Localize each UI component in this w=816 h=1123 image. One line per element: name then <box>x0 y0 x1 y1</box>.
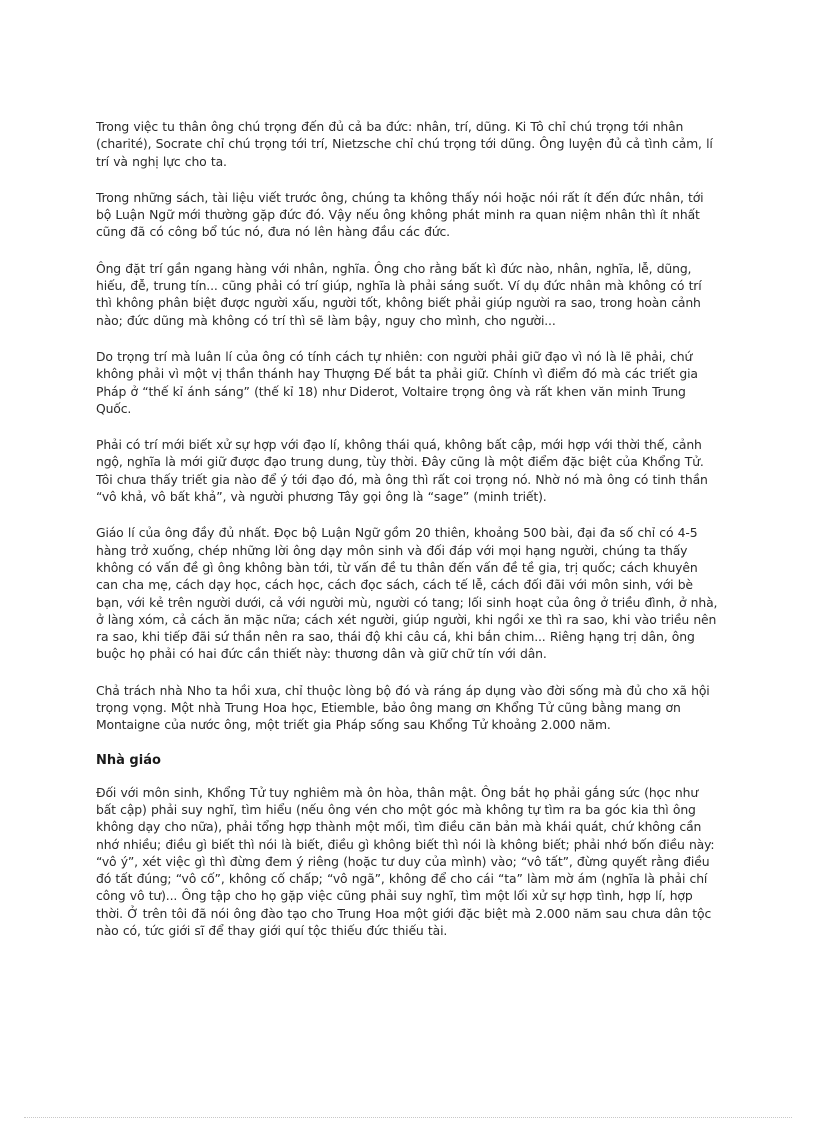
document-body <box>96 118 721 958</box>
paragraph-tu-than: Trong việc tu thân ông chú trọng đến đủ cả ba đức: nhân, trí, dũng. Ki Tô chỉ chú trọng tới nhân (charité), Socrate chỉ chú trọng tới trí, Nietzsche chỉ chú trọng tới dũng. Ông luyện đủ cả tình cảm, lí trí và nghị lực cho ta. <box>96 119 713 169</box>
paragraph-giao-li: Giáo lí của ông đầy đủ nhất. Đọc bộ Luận Ngữ gồm 20 thiên, khoảng 500 bài, đại đa số chỉ có 4-5 hàng trở xuống, chép những lời ông dạy môn sinh và đối đáp với mọi hạng người, chúng ta thấy không có vấn đề gì ông không bàn tới, từ vấn đề tu thân đến vấn đề tề gia, trị quốc; cách khuyên can cha mẹ, cách dạy học, cách học, cách đọc sách, cách tế lễ, cách đối đãi với môn sinh, với bè bạn, với kẻ trên người dưới, cả với người mù, người có tang; lối sinh hoạt của ông ở triều đình, ở nhà, ở làng xóm, cả cách ăn mặc nữa; cách xét người, giúp người, khi ngồi xe thì ra sao, khi vào triều nên ra sao, khi tiếp đãi sứ thần nên ra sao, thái độ khi câu cá, khi bắn chim... Riêng hạng trị dân, ông buộc họ phải có hai đức cần thiết này: thương dân và giữ chữ tín với dân. <box>96 525 718 662</box>
paragraph-nha-nho: Chả trách nhà Nho ta hồi xưa, chỉ thuộc lòng bộ đó và ráng áp dụng vào đời sống mà đủ cho xã hội trọng vọng. Một nhà Trung Hoa học, Etiemble, bảo ông mang ơn Khổng Tử cũng bằng mang ơn Montaigne của nước ông, một triết gia Pháp sống sau Khổng Tử khoảng 2.000 năm. <box>96 682 710 733</box>
section-heading: Nhà giáo <box>96 752 161 768</box>
paragraph-luan-li: Do trọng trí mà luân lí của ông có tính cách tự nhiên: con người phải giữ đạo vì nó là lẽ phải, chứ không phải vì một vị thần thánh hay Thượng Đế bắt ta phải giữ. Chính vì điểm đó mà các triết gia Pháp ở “thế kỉ ánh sáng” (thế kỉ 18) như Diderot, Voltaire trọng ông và rất khen văn minh Trung Quốc. <box>96 348 698 416</box>
paragraph-tri: Ông đặt trí gần ngang hàng với nhân, nghĩa. Ông cho rằng bất kì đức nào, nhân, nghĩa, lễ, dũng, hiếu, đễ, trung tín... cũng phải có trí giúp, nghĩa là phải sáng suốt. Ví dụ đức nhân mà không có trí thì không phân biệt được người xấu, người tốt, không biết phải giúp người ra sao, trong hoàn cảnh nào; đức dũng mà không có trí thì sẽ làm bậy, nguy cho mình, cho người... <box>96 260 702 328</box>
paragraph-trung-dung: Phải có trí mới biết xử sự hợp với đạo lí, không thái quá, không bất cập, mới hợp với thời thế, cảnh ngộ, nghĩa là mới giữ được đạo trung dung, tùy thời. Đây cũng là một điểm đặc biệt của Khổng Tử. Tôi chưa thấy triết gia nào để ý tới đạo đó, mà ông thì rất coi trọng nó. Nhờ nó mà ông có tinh thần “vô khả, vô bất khả”, và người phương Tây gọi ông là “sage” (minh triết). <box>96 437 708 505</box>
paragraph-duc-nhan: Trong những sách, tài liệu viết trước ông, chúng ta không thấy nói hoặc nói rất ít đến đức nhân, tới bộ Luận Ngữ mới thường gặp đức đó. Vậy nếu ông không phát minh ra quan niệm nhân thì ít nhất cũng đã có công bổ túc nó, đưa nó lên hàng đầu các đức. <box>96 189 704 240</box>
page-footer-divider <box>24 1117 792 1118</box>
paragraph-mon-sinh: Đối với môn sinh, Khổng Tử tuy nghiêm mà ôn hòa, thân mật. Ông bắt họ phải gắng sức (học như bất cập) phải suy nghĩ, tìm hiểu (nếu ông vén cho một góc mà không tự tìm ra ba góc kia thì ông không dạy cho nữa), phải tổng hợp thành một mối, tìm điều căn bản mà khái quát, chứ không cần nhớ nhiều; điều gì biết thì nói là biết, điều gì không biết thì nói là không biết; phải nhớ bốn điều này: “vô ý”, xét việc gì thì đừng đem ý riêng (hoặc tư duy của mình) vào; “vô tất”, đừng quyết rằng điều đó tất đúng; “vô cố”, không cố chấp; “vô ngã”, không để cho cái “ta” làm mờ ám (nghĩa là phải chí công vô tư)... Ông tập cho họ gặp việc cũng phải suy nghĩ, tìm một lối xử sự hợp tình, hợp lí, hợp thời. Ở trên tôi đã nói ông đào tạo cho Trung Hoa một giới đặc biệt mà 2.000 năm sau chưa dân tộc nào có, tức giới sĩ để thay giới quí tộc thiếu đức thiếu tài. <box>96 784 715 938</box>
